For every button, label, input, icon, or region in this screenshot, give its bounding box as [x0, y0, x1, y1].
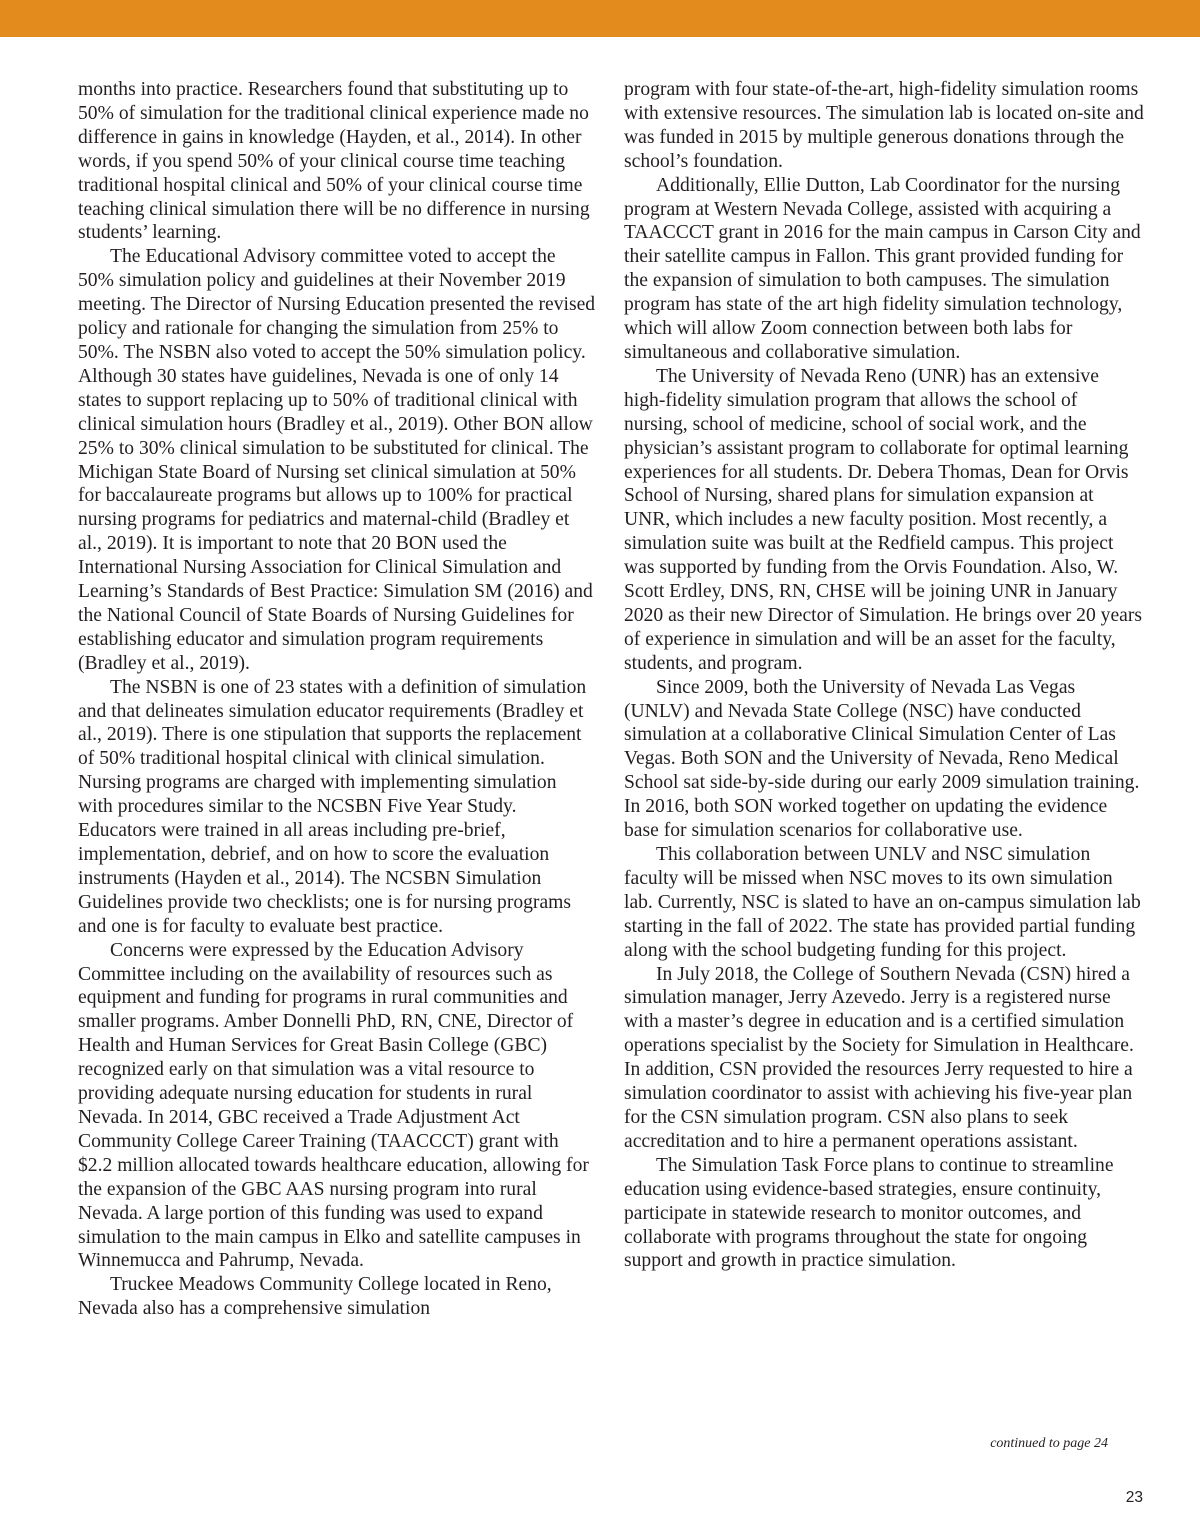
- paragraph: This collaboration between UNLV and NSC simulation faculty will be missed when NSC moves to its own simulation lab. Currently, NSC is slated to have an on-campus simulation lab starting in the fall of 2022. The state has provided partial funding along with the school budgeting funding for this project.: [624, 844, 1141, 961]
- paragraph: The NSBN is one of 23 states with a definition of simulation and that delineates simulation educator requirements (Bradley et al., 2019). There is one stipulation that supports the replacement of 50% traditional hospital clinical with clinical simulation. Nursing programs are charged with implementing simulation with procedures similar to the NCSBN Five Year Study. Educators were trained in all areas including pre-brief, implementation, debrief, and on how to score the evaluation instruments (Hayden et al., 2014). The NCSBN Simulation Guidelines provide two checklists; one is for nursing programs and one is for faculty to evaluate best practice.: [78, 676, 587, 937]
- paragraph: Since 2009, both the University of Nevada Las Vegas (UNLV) and Nevada State College (NSC) have conducted simulation at a collaborative Clinical Simulation Center of Las Vegas. Both SON and the University of Nevada, Reno Medical School sat side-by-side during our early 2009 simulation training. In 2016, both SON worked together on updating the evidence base for simulation scenarios for collaborative use.: [624, 676, 1140, 842]
- left-column: [78, 78, 596, 1321]
- paragraph: program with four state-of-the-art, high-fidelity simulation rooms with extensive resources. The simulation lab is located on-site and was funded in 2015 by multiple generous donations through the school’s foundation.: [624, 79, 1144, 172]
- paragraph: Truckee Meadows Community College located in Reno, Nevada also has a comprehensive simulation: [78, 1274, 552, 1320]
- paragraph: In July 2018, the College of Southern Nevada (CSN) hired a simulation manager, Jerry Azevedo. Jerry is a registered nurse with a master’s degree in education and is a certified simulation operations specialist by the Society for Simulation in Healthcare. In addition, CSN provided the resources Jerry requested to hire a simulation coordinator to assist with achieving his five-year plan for the CSN simulation program. CSN also plans to seek accreditation and to hire a permanent operations assistant.: [624, 963, 1134, 1152]
- paragraph: Additionally, Ellie Dutton, Lab Coordinator for the nursing program at Western Nevada College, assisted with acquiring a TAACCCT grant in 2016 for the main campus in Carson City and their satellite campus in Fallon. This grant provided funding for the expansion of simulation to both campuses. The simulation program has state of the art high fidelity simulation technology, which will allow Zoom connection between both labs for simultaneous and collaborative simulation.: [624, 174, 1141, 363]
- header-accent-bar: [0, 0, 1200, 37]
- paragraph: The Simulation Task Force plans to continue to streamline education using evidence-based strategies, ensure continuity, participate in statewide research to monitor outcomes, and collaborate with programs throughout the state for ongoing support and growth in practice simulation.: [624, 1154, 1114, 1272]
- page-number: 23: [1125, 1489, 1143, 1506]
- paragraph: months into practice. Researchers found that substituting up to 50% of simulation for the traditional clinical experience made no difference in gains in knowledge (Hayden, et al., 2014). In other words, if you spend 50% of your clinical course time teaching traditional hospital clinical and 50% of your clinical course time teaching clinical simulation there will be no difference in nursing students’ learning.: [78, 79, 590, 244]
- paragraph: The University of Nevada Reno (UNR) has an extensive high-fidelity simulation program that allows the school of nursing, school of medicine, school of social work, and the physician’s assistant program to collaborate for optimal learning experiences for all students. Dr. Debera Thomas, Dean for Orvis School of Nursing, shared plans for simulation expansion at UNR, which includes a new faculty position. Most recently, a simulation suite was built at the Redfield campus. This project was supported by funding from the Orvis Foundation. Also, W. Scott Erdley, DNS, RN, CHSE will be joining UNR in January 2020 as their new Director of Simulation. He brings over 20 years of experience in simulation and will be an asset for the faculty, students, and program.: [624, 365, 1143, 674]
- paragraph: The Educational Advisory committee voted to accept the 50% simulation policy and guidelines at their November 2019 meeting. The Director of Nursing Education presented the revised policy and rationale for changing the simulation from 25% to 50%. The NSBN also voted to accept the 50% simulation policy. Although 30 states have guidelines, Nevada is one of only 14 states to support replacing up to 50% of traditional clinical with clinical simulation hours (Bradley et al., 2019). Other BON allow 25% to 30% clinical simulation to be substituted for clinical. The Michigan State Board of Nursing set clinical simulation at 50% for baccalaureate programs but allows up to 100% for practical nursing programs for pediatrics and maternal-child (Bradley et al., 2019). It is important to note that 20 BON used the International Nursing Association for Clinical Simulation and Learning’s Standards of Best Practice: Simulation SM (2016) and the National Council of State Boards of Nursing Guidelines for establishing educator and simulation program requirements (Bradley et al., 2019).: [78, 246, 596, 674]
- right-column: [624, 78, 1144, 1273]
- continued-note: continued to page 24: [990, 1436, 1108, 1451]
- paragraph: Concerns were expressed by the Education Advisory Committee including on the availability of resources such as equipment and funding for programs in rural communities and smaller programs. Amber Donnelli PhD, RN, CNE, Director of Health and Human Services for Great Basin College (GBC) recognized early on that simulation was a vital resource to providing adequate nursing education for students in rural Nevada. In 2014, GBC received a Trade Adjustment Act Community College Career Training (TAACCCT) grant with $2.2 million allocated towards healthcare education, allowing for the expansion of the GBC AAS nursing program into rural Nevada. A large portion of this funding was used to expand simulation to the main campus in Elko and satellite campuses in Winnemucca and Pahrump, Nevada.: [78, 939, 589, 1272]
